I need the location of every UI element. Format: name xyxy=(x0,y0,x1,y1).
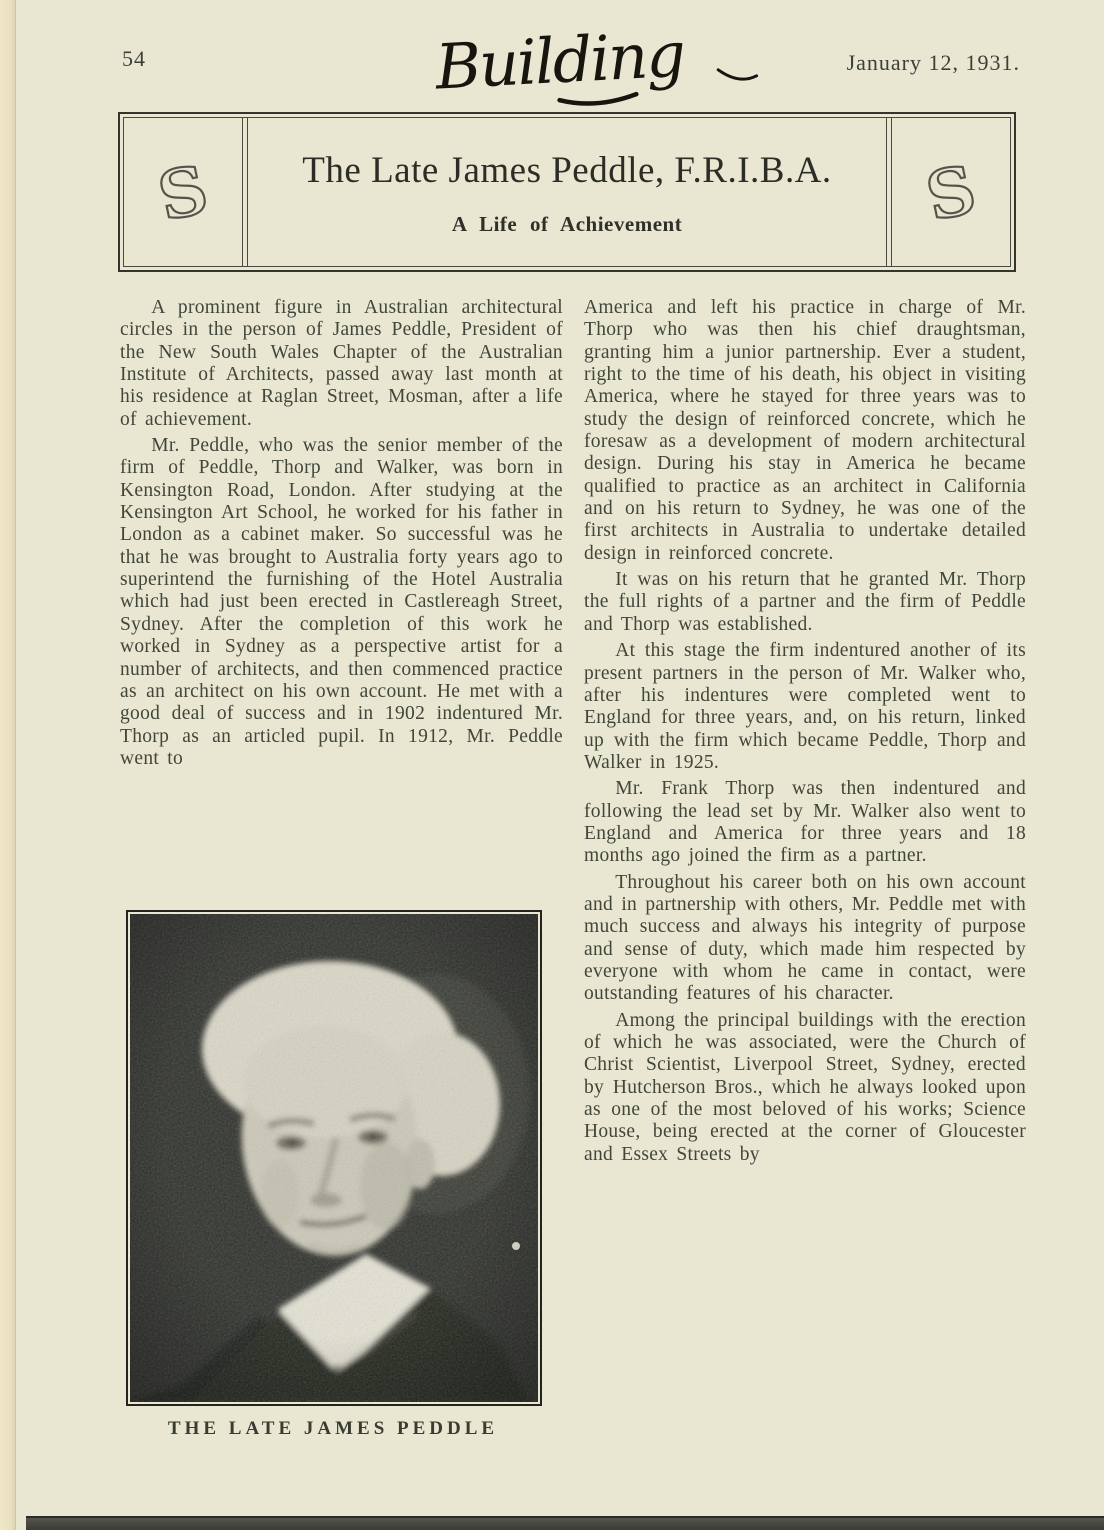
scroll-ornament-icon xyxy=(147,144,219,240)
paragraph: America and left his practice in charge of Mr. Thorp who was then his chief draughtsman, granting him a junior partnership. Ever a student, right to the time of his death, his object in visiting America, where he stayed for three years was to study the design of reinforced concrete, which he foresaw as a development of modern architectural design. During his stay in America he became qualified to practice as an architect in California and on his return to Sydney, he was one of the first architects in Australia to undertake detailed design in reinforced concrete. xyxy=(584,297,1026,564)
paragraph: At this stage the firm indentured another of its present partners in the person of Mr. Walker who, after his indentures were completed went to England for three years, and, on his return, linked up with the firm which became Peddle, Thorp and Walker in 1925. xyxy=(584,640,1026,773)
title-cell xyxy=(248,118,886,266)
paragraph: Among the principal buildings with the erection of which he was associated, were the Church of Christ Scientist, Liverpool Street, Sydney, erected by Hutcherson Bros., which he always looked upon as one of the most beloved of his works; Science House, being erected at the corner of Gloucester and Essex Streets by xyxy=(584,1009,1026,1165)
masthead-logo xyxy=(430,14,770,114)
title-box xyxy=(118,112,1016,272)
paragraph: Throughout his career both on his own account and in partnership with others, Mr. Peddle met with much success and always his integrity of purpose and sense of duty, which made him respected by everyone with whom he came in contact, were outstanding features of his character. xyxy=(584,871,1026,1005)
ornament-cell-right xyxy=(892,118,1010,266)
portrait-photo xyxy=(126,910,542,1406)
article-title: The Late James Peddle, F.R.I.B.A. xyxy=(302,150,832,191)
paragraph: Mr. Peddle, who was the senior member of the firm of Peddle, Thorp and Walker, was born in Kensington Road, London. After studying at the Kensington Art School, he worked for his father in London as a cabinet maker. So successful was he that he was brought to Australia forty years ago to superintend the furnishing of the Hotel Australia which had just been erected in Castlereagh Street, Sydney. After the completion of this work he worked in Sydney as a perspective artist for a number of architects, and then commenced practice as an architect on his own account. He met with a good deal of success and in 1902 indentured Mr. Thorp as an articled pupil. In 1912, Mr. Peddle went to xyxy=(120,435,563,769)
masthead-logo-text: Building xyxy=(433,17,686,104)
issue-date: January 12, 1931. xyxy=(846,50,1020,75)
svg-text:S: S xyxy=(919,149,983,237)
scan-bottom-bar xyxy=(26,1516,1104,1530)
paragraph: It was on his return that he granted Mr. Thorp the full rights of a partner and the firm of Peddle and Thorp was established. xyxy=(584,569,1026,635)
paragraph: A prominent figure in Australian architectural circles in the person of James Peddle, President of the New South Wales Chapter of the Australian Institute of Architects, passed away last month at his residence at Raglan Street, Mosman, after a life of achievement. xyxy=(120,297,563,430)
page-edge-strip xyxy=(0,0,16,1530)
left-column xyxy=(120,297,563,905)
article-subtitle: A Life of Achievement xyxy=(451,212,683,236)
svg-text:S: S xyxy=(151,149,215,237)
right-column xyxy=(584,297,1026,1447)
scroll-ornament-icon xyxy=(915,144,987,240)
paragraph: Mr. Frank Thorp was then indentured and following the lead set by Mr. Walker also went to England and America for three years and 18 months ago joined the firm as a partner. xyxy=(584,778,1026,867)
title-box-inner-border xyxy=(123,117,1011,267)
page-number: 54 xyxy=(122,46,146,71)
ornament-cell-left xyxy=(124,118,242,266)
photo-caption: THE LATE JAMES PEDDLE xyxy=(167,1418,499,1439)
masthead-tail-flourish xyxy=(718,68,757,81)
